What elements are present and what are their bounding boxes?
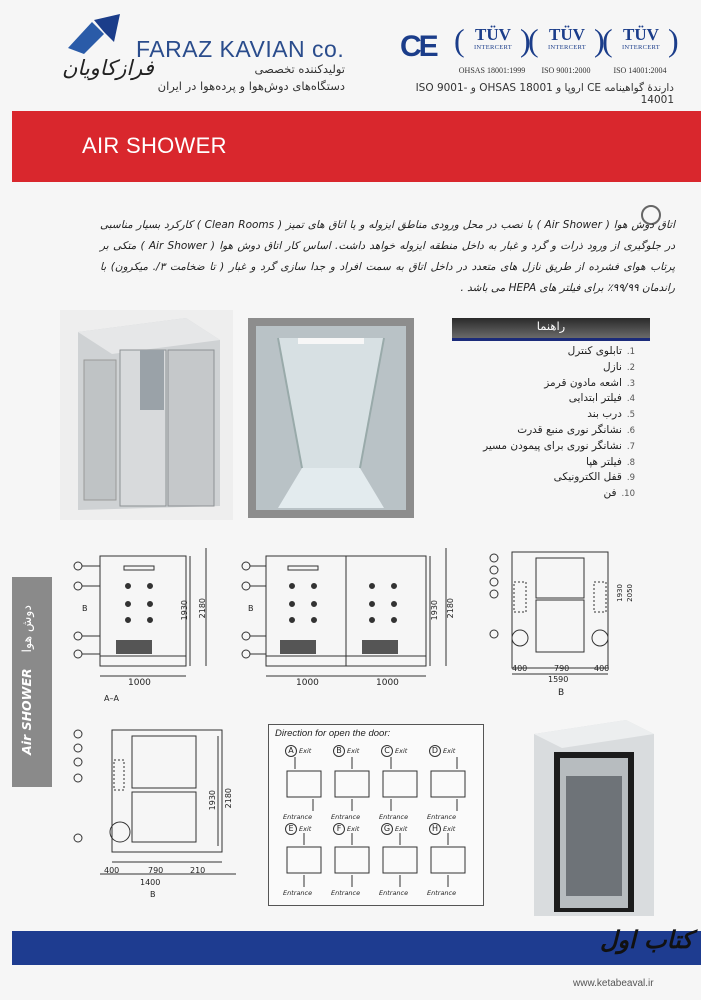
company-name-fa: فرازکاویان [62, 56, 154, 80]
exit-label: Exit [347, 747, 360, 755]
entrance-label: Entrance [283, 889, 313, 897]
cert-standard: ISO 9001:2000 [541, 66, 591, 75]
publisher-logo: کتاب اول [600, 925, 693, 954]
door-direction-title: Direction for open the door: [275, 728, 391, 739]
door-option-label: H [429, 823, 441, 835]
tuv-logo: ( ) TÜV INTERCERT [602, 22, 679, 58]
dim-height: 1930 [180, 600, 189, 621]
door-option-label: B [333, 745, 345, 757]
legend-title: راهنما [536, 319, 566, 333]
intro-paragraph: اتاق دوش هوا ( Air Shower ) با نصب در محل ورودی مناطق ایزوله و یا اتاق های تمیز ( Clean Rooms ) کارکرد بسیار مناسبی در جلوگیری از ورود ذرات و گرد و غبار به داخل منطقه ایزوله خواهد داشت. اساس کار اتاق دوش هوا ( Air Shower ) متکی بر پرتاب هوای فشرده از طریق نازل های متعدد در داخل اتاق به سمت افراد و جدا سازی گرد و غبار ( تا ضخامت ۳/. میکرون) با راندمان ۹۹/۹۹٪ برای فیلتر های HEPA می باشد . [100, 219, 675, 294]
cert-standard: ISO 14001:2004 [613, 66, 667, 75]
legend-item: 3.اشعه مادون قرمز [544, 376, 635, 389]
tuv-logo: ( ) TÜV INTERCERT [454, 22, 531, 58]
legend-item: 7.نشانگر نوری برای پیمودن مسیر [483, 439, 635, 452]
entrance-label: Entrance [379, 813, 409, 821]
legend-item: 2.نازل [603, 360, 635, 373]
legend-list [470, 344, 635, 502]
drawing-caption: B [150, 890, 156, 899]
dim-total: 1590 [548, 675, 569, 684]
entrance-label: Entrance [427, 813, 457, 821]
entrance-label: Entrance [331, 889, 361, 897]
entrance-label: Entrance [283, 813, 313, 821]
footer-band [12, 931, 701, 965]
company-tagline: تولیدکننده تخصصی [254, 62, 345, 76]
section-marker: B [82, 604, 88, 613]
dim-width: 1000 [296, 678, 319, 688]
technical-drawing-double [236, 548, 472, 698]
door-option-label: F [333, 823, 345, 835]
dim-width: 1000 [128, 678, 151, 688]
exit-label: Exit [443, 825, 456, 833]
exit-label: Exit [395, 825, 408, 833]
legend-item: 9.قفل الکترونیکی [553, 471, 635, 484]
door-option-label: D [429, 745, 441, 757]
door-option-label: G [381, 823, 393, 835]
entrance-label: Entrance [379, 889, 409, 897]
dim-height: 1930 [208, 790, 217, 811]
drawing-caption: B [558, 688, 565, 698]
exit-label: Exit [299, 825, 312, 833]
legend-item: 8.فیلتر هپا [586, 455, 635, 468]
technical-drawing-side [484, 548, 634, 683]
exit-label: Exit [443, 747, 456, 755]
dim-height: 1930 [616, 584, 624, 602]
dim-width: 210 [190, 866, 206, 875]
door-option-label: A [285, 745, 297, 757]
company-tagline-2: دستگاه‌های دوش‌هوا و پرده‌هوا در ایران [157, 79, 345, 93]
company-logo [64, 12, 134, 56]
exit-label: Exit [395, 747, 408, 755]
legend-item: 5.درب بند [587, 408, 635, 421]
legend-item: 10.فن [603, 487, 635, 500]
dim-width: 400 [594, 664, 610, 673]
door-option-label: C [381, 745, 393, 757]
cert-summary: دارندۀ گواهینامه CE اروپا و OHSAS 18001 و ISO 9001-14001 [415, 82, 674, 106]
dim-width: 400 [104, 866, 120, 875]
product-photo-exterior [60, 310, 233, 520]
dim-height: 2180 [446, 598, 455, 619]
entrance-label: Entrance [331, 813, 361, 821]
tuv-logo: ( ) TÜV INTERCERT [528, 22, 605, 58]
dim-height: 2180 [198, 598, 207, 619]
dim-width: 790 [148, 866, 164, 875]
door-option-label: E [285, 823, 297, 835]
section-marker: B [248, 604, 254, 613]
entrance-label: Entrance [427, 889, 457, 897]
dim-width: 790 [554, 664, 570, 673]
door-direction-panel [268, 724, 484, 906]
drawing-caption: A–A [104, 694, 119, 703]
exit-label: Exit [299, 747, 312, 755]
company-name: FARAZ KAVIAN co. [136, 36, 345, 62]
product-photo-3d [526, 716, 658, 920]
dim-width: 400 [512, 664, 528, 673]
legend-item: 4.فیلتر ابتدایی [568, 392, 635, 405]
dim-width: 1000 [376, 678, 399, 688]
exit-label: Exit [347, 825, 360, 833]
page-title: AIR SHOWER [82, 133, 227, 158]
dim-height: 2050 [626, 584, 634, 602]
legend-item: 6.نشانگر نوری منبع قدرت [517, 423, 635, 436]
publisher-url: www.ketabeaval.ir [573, 978, 654, 989]
legend-item: 1.تابلوی کنترل [567, 345, 635, 357]
dim-height: 2180 [224, 788, 233, 809]
product-photo-interior [248, 318, 414, 518]
side-tab-label: Air SHOWER دوش هوا [19, 605, 34, 755]
dim-height: 1930 [430, 600, 439, 621]
dim-total: 1400 [140, 878, 161, 887]
ce-mark: CE [400, 30, 436, 63]
cert-standard: OHSAS 18001:1999 [458, 66, 526, 75]
